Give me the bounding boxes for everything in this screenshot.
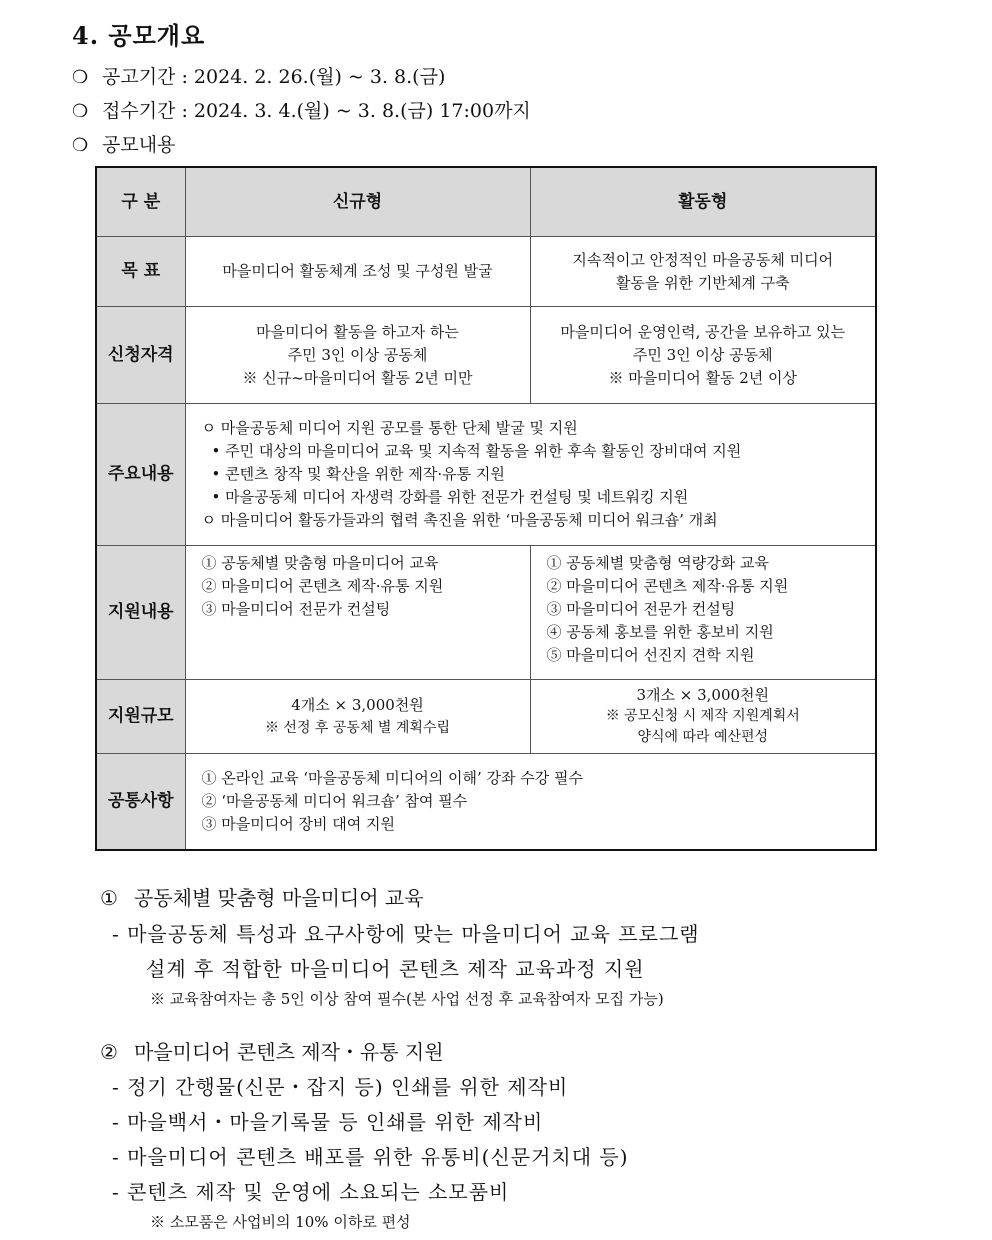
support-new-line: ② 마을미디어 콘텐츠 제작·유통 지원: [201, 577, 444, 595]
goal-new-cell: [185, 237, 530, 307]
scale-new-line: ※ 선정 후 공동체 별 계획수립: [264, 719, 450, 736]
table-row-goal: [96, 237, 876, 307]
common-line: ③ 마을미디어 장비 대여 지원: [201, 814, 395, 833]
eligibility-active-line: 마을미디어 운영인력, 공간을 보유하고 있는: [560, 322, 846, 341]
goal-active-line: 지속적이고 안정적인 마을공동체 미디어: [572, 250, 834, 269]
goal-new-line: 마을미디어 활동체계 조성 및 구성원 발굴: [222, 262, 493, 280]
eligibility-new-line: 마을미디어 활동을 하고자 하는: [256, 322, 459, 341]
section2-title-text: 마을미디어 콘텐츠 제작・유통 지원: [134, 1040, 444, 1064]
table-header-row: [96, 167, 876, 237]
support-active-line: ④ 공동체 홍보를 위한 홍보비 지원: [546, 623, 774, 641]
header-category: 구 분: [96, 167, 185, 237]
circle-bullet-icon: ❍: [72, 135, 89, 156]
main-contents-line: • 콘텐츠 창작 및 확산을 위한 제작·유통 지원: [211, 465, 505, 483]
row-label-eligibility: 신청자격: [96, 307, 185, 404]
common-line: ② ‘마을공동체 미디어 워크숍’ 참여 필수: [201, 791, 468, 810]
eligibility-new-cell: [185, 307, 530, 404]
section1-number: ①: [100, 886, 118, 910]
section1-note: ※ 교육참여자는 총 5인 이상 참여 필수(본 사업 선정 후 교육참여자 모집 가능): [150, 990, 664, 1008]
section2-item: - 정기 간행물(신문・잡지 등) 인쇄를 위한 제작비: [112, 1075, 569, 1099]
row-label-main-contents: 주요내용: [96, 404, 185, 546]
support-new-line: ① 공동체별 맞춤형 마을미디어 교육: [201, 554, 439, 572]
scale-active-line: ※ 공모신청 시 제작 지원계획서: [605, 708, 800, 724]
section2-note: ※ 소모품은 사업비의 10% 이하로 편성: [150, 1213, 411, 1231]
row-label-scale: 지원규모: [96, 680, 185, 754]
section2-title: [100, 1036, 444, 1065]
support-active-line: ③ 마을미디어 전문가 컨설팅: [546, 600, 736, 618]
table-row-main-contents: [96, 404, 876, 546]
scale-new-cell: [185, 680, 530, 754]
submission-period-text: 접수기간 : 2024. 3. 4.(월) ~ 3. 8.(금) 17:00까지: [102, 100, 531, 122]
common-line: ① 온라인 교육 ‘마을공동체 미디어의 이해’ 강좌 수강 필수: [201, 768, 583, 787]
section-heading: 4. 공모개요: [72, 21, 206, 50]
circle-bullet-icon: ❍: [72, 101, 89, 122]
support-new-line: ③ 마을미디어 전문가 컨설팅: [201, 600, 391, 618]
common-cell: [185, 754, 876, 850]
main-contents-line: • 마을공동체 미디어 자생력 강화를 위한 전문가 컨설팅 및 네트워킹 지원: [211, 488, 689, 506]
row-label-common: 공통사항: [96, 754, 185, 850]
support-active-line: ② 마을미디어 콘텐츠 제작·유통 지원: [546, 577, 789, 595]
eligibility-active-cell: [530, 307, 876, 404]
section2-number: ②: [100, 1040, 118, 1064]
header-active-type: 활동형: [530, 167, 876, 237]
row-label-goal: 목 표: [96, 237, 185, 307]
table-row-support: [96, 546, 876, 680]
row-label-support: 지원내용: [96, 546, 185, 680]
eligibility-active-line: 주민 3인 이상 공동체: [632, 345, 773, 364]
contest-outline-table: [95, 166, 877, 851]
submission-period: [72, 96, 531, 123]
table-row-eligibility: [96, 307, 876, 404]
main-contents-line: • 주민 대상의 마을미디어 교육 및 지속적 활동을 위한 후속 활동인 장비대여 지원: [211, 442, 742, 460]
table-row-common: [96, 754, 876, 850]
support-new-cell: [185, 546, 530, 680]
support-active-line: ⑤ 마을미디어 선진지 견학 지원: [546, 646, 755, 664]
scale-new-line: 4개소 × 3,000천원: [291, 695, 424, 714]
main-contents-line: ㅇ 마을공동체 미디어 지원 공모를 통한 단체 발굴 및 지원: [201, 419, 578, 437]
circle-bullet-icon: ❍: [72, 67, 89, 88]
section2-item: - 마을미디어 콘텐츠 배포를 위한 유통비(신문거치대 등): [112, 1145, 629, 1169]
section1-item-continued: 설계 후 적합한 마을미디어 콘텐츠 제작 교육과정 지원: [146, 957, 645, 981]
contest-contents-text: 공모내용: [102, 134, 176, 156]
announcement-period: [72, 62, 445, 89]
eligibility-active-line: ※ 마을미디어 활동 2년 이상: [608, 368, 798, 387]
eligibility-new-line: ※ 신규~마을미디어 활동 2년 미만: [242, 368, 473, 387]
header-new-type: 신규형: [185, 167, 530, 237]
scale-active-line: 양식에 따라 예산편성: [637, 729, 769, 745]
scale-active-cell: [530, 680, 876, 754]
main-contents-cell: [185, 404, 876, 546]
support-active-cell: [530, 546, 876, 680]
section2-item: - 콘텐츠 제작 및 운영에 소요되는 소모품비: [112, 1180, 510, 1204]
announcement-period-text: 공고기간 : 2024. 2. 26.(월) ~ 3. 8.(금): [102, 66, 446, 88]
goal-active-line: 활동을 위한 기반체계 구축: [615, 273, 790, 292]
section1-title-text: 공동체별 맞춤형 마을미디어 교육: [134, 886, 424, 910]
support-active-line: ① 공동체별 맞춤형 역량강화 교육: [546, 554, 769, 572]
eligibility-new-line: 주민 3인 이상 공동체: [287, 345, 428, 364]
contest-contents: [72, 130, 175, 157]
section2-item: - 마을백서・마을기록물 등 인쇄를 위한 제작비: [112, 1110, 544, 1134]
scale-active-line: 3개소 × 3,000천원: [636, 686, 770, 704]
section1-item: - 마을공동체 특성과 요구사항에 맞는 마을미디어 교육 프로그램: [112, 922, 700, 946]
section1-title: [100, 882, 424, 911]
goal-active-cell: [530, 237, 876, 307]
table-row-scale: [96, 680, 876, 754]
main-contents-line: ㅇ 마을미디어 활동가들과의 협력 촉진을 위한 ‘마을공동체 미디어 워크숍’ 개최: [201, 511, 718, 529]
